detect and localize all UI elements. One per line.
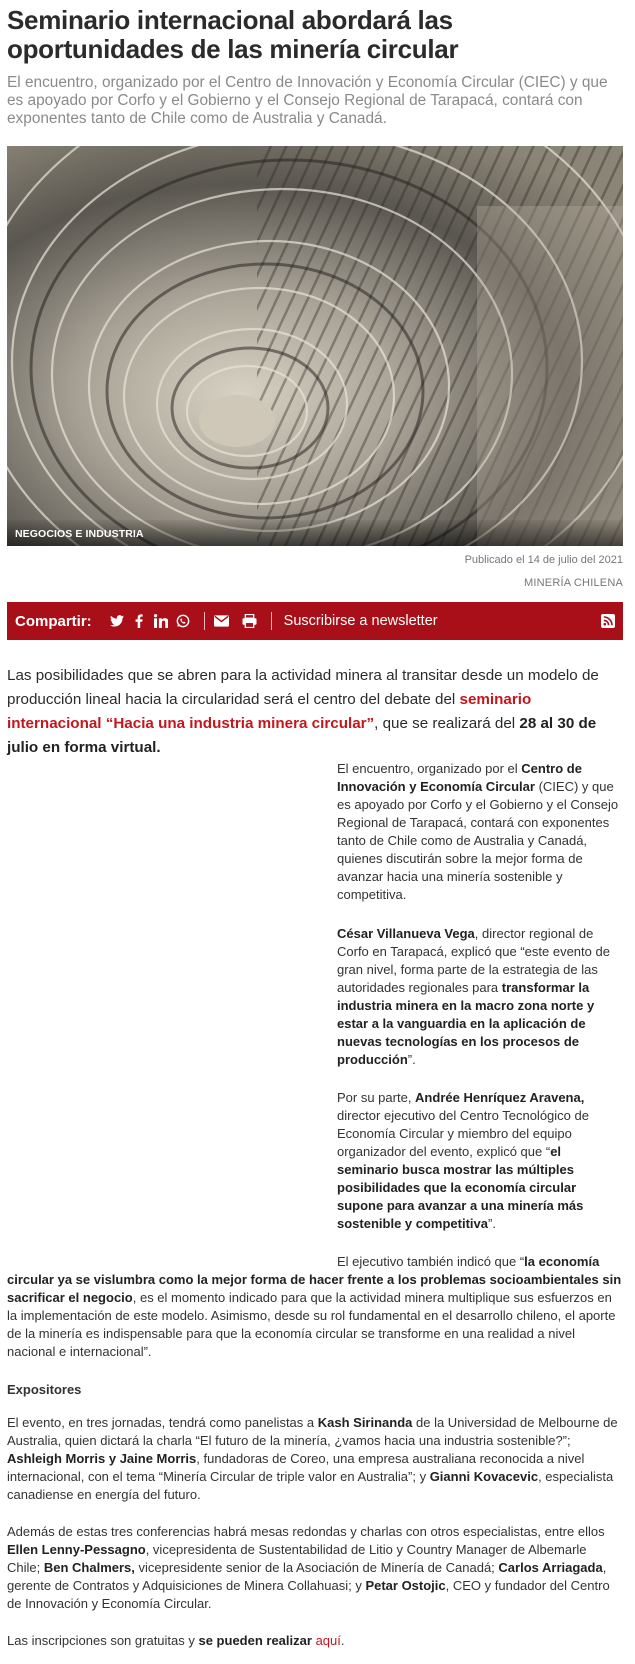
paragraph-4: El ejecutivo también indicó que “la economía circular ya se vislumbra como la mejor forma de hacer frente a los problemas socioambientales sin sacrificar el negocio, es el momento indicado para que la actividad minera multiplique sus esfuerzos en la implementación de este modelo. Asimismo, desde su rol fundamental en el desarrollo chileno, el aporte de la minería es indispensable para que la economía circular se transforme en una realidad a nivel nacional e internacional”. [7,1254,622,1359]
seminar-highlight: seminario internacional “Hacia una industria minera circular” [7,691,532,732]
rss-icon[interactable] [601,614,615,628]
divider [271,612,272,630]
linkedin-icon[interactable] [152,612,170,630]
whatsapp-icon[interactable] [174,612,192,630]
section-heading: Expositores [7,1382,82,1397]
paragraph-5: El evento, en tres jornadas, tendrá como panelistas a Kash Sirinanda de la Universidad de Melbourne de Australia, quien dictará la charla “El futuro de la minería, ¿vamos hacia una industria sostenible?”; Ashleigh Morris y Jaine Morris, fundadoras de Coreo, una empresa australiana reconocida a nivel internacional, con el tema “Minería Circular de triple valor en Australia”; y Gianni Kovacevic, especialista canadiense en energía del futuro. [7,1415,618,1502]
divider [204,612,205,630]
source-label: MINERÍA CHILENA [524,577,623,589]
registration-link[interactable]: aquí [315,1633,341,1648]
article-title: Seminario internacional abordará las oportunidades de las minería circular [7,5,459,64]
twitter-icon[interactable] [108,612,126,630]
paragraph-7: Las inscripciones son gratuitas y se pueden realizar aquí. [7,1633,345,1648]
publish-date: Publicado el 14 de julio del 2021 [464,554,623,566]
print-icon[interactable] [241,612,259,630]
category-label[interactable]: NEGOCIOS E INDUSTRIA [15,528,144,540]
open-pit-mine-photo [7,146,623,546]
share-bar [7,602,623,640]
paragraph-6: Además de estas tres conferencias habrá mesas redondas y charlas con otros especialistas, entre ellos Ellen Lenny-Pessagno, vicepresidenta de Sustentabilidad de Litio y Country Manager de Albemarle Chile; Ben Chalmers, vicepresidente senior de la Asociación de Minería de Canadá; Carlos Arriagada, gerente de Contratos y Adquisiciones de Minera Collahuasi; y Petar Ostojic, CEO y fundador del Centro de Innovación y Economía Circular. [7,1524,610,1611]
article-deck: El encuentro, organizado por el Centro de Innovación y Economía Circular (CIEC) y que es apoyado por Corfo y el Gobierno y el Consejo Regional de Tarapacá, contará con exponentes tanto de Chile como de Australia y Canadá. [7,74,608,127]
paragraph-3: Por su parte, Andrée Henríquez Aravena, director ejecutivo del Centro Tecnológico de Economía Circular y miembro del equipo organizador del evento, explicó que “el seminario busca mostrar las múltiples posibilidades que la economía circular supone para avanzar a una minería más sostenible y competitiva”. [337,1090,589,1231]
lead-paragraph: Las posibilidades que se abren para la actividad minera al transitar desde un modelo de producción lineal hacia la circularidad será el centro del debate del seminario internacional “Hacia una industria minera circular”, que se realizará del 28 al 30 de julio en forma virtual. [7,667,599,756]
email-icon[interactable] [213,612,231,630]
share-label: Compartir: [15,612,92,630]
paragraph-1: El encuentro, organizado por el Centro de Innovación y Economía Circular (CIEC) y que es apoyado por Corfo y el Gobierno y el Consejo Regional de Tarapacá, contará con exponentes tanto de Chile como de Australia y Canadá, quienes discutirán sobre la mejor forma de avanzar hacia una minería sostenible y competitiva. [337,761,619,902]
newsletter-link[interactable]: Suscribirse a newsletter [283,613,438,629]
paragraph-2: César Villanueva Vega, director regional de Corfo en Tarapacá, explicó que “este evento de gran nivel, forma parte de la estrategia de las autoridades regionales para transformar la industria minera en la macro zona norte y estar a la vanguardia en la aplicación de nuevas tecnologías en los procesos de producción”. [337,926,610,1067]
hero-image [7,146,623,546]
facebook-icon[interactable] [130,612,148,630]
